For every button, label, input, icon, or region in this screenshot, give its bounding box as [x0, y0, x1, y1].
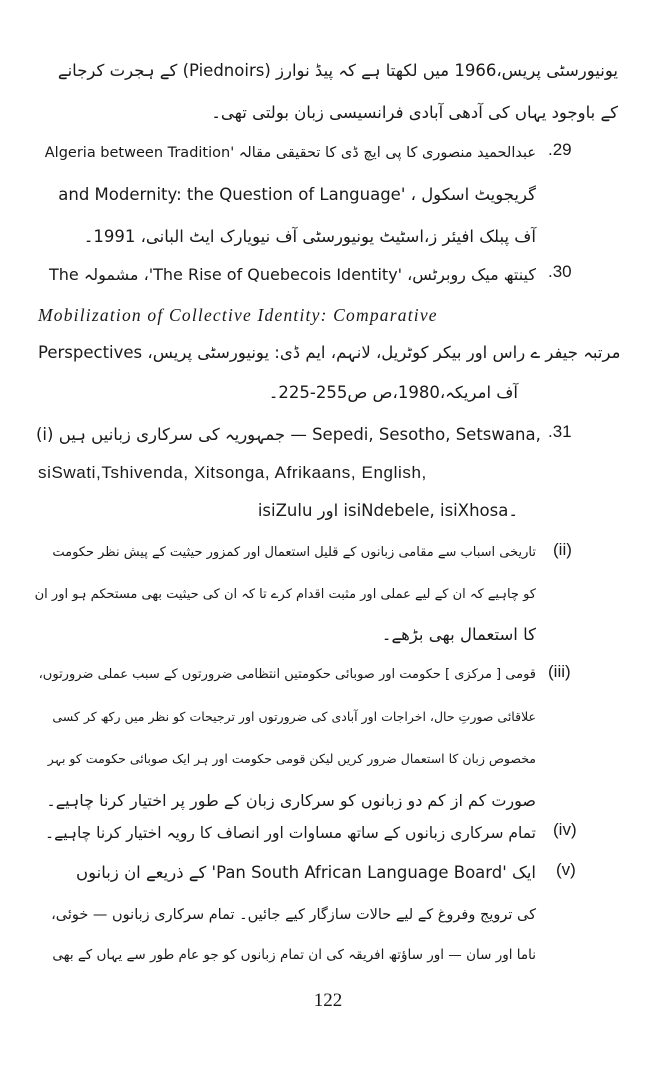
- text-line: کینتھ میک روبرٹس، 'The Rise of Quebecois Identity'، مشمولہ The: [49, 265, 536, 284]
- note-number: .31: [548, 422, 572, 441]
- text-line: آف امریکہ،1980،ص ص255-225۔: [268, 383, 518, 402]
- note-number: .29: [548, 140, 572, 159]
- text-line: ایک 'Pan South African Language Board' کے ذریعے ان زبانوں: [76, 863, 536, 882]
- text-line: Mobilization of Collective Identity: Comparative: [38, 305, 438, 325]
- text-line: Perspectives ،مرتبہ جیفر ے راس اور بیکر کوٹریل، لانہم، ایم ڈی: یونیورسٹی پریس: [38, 343, 621, 362]
- text-line: ناما اور سان — اور ساؤتھ افریقہ کی ان تمام زبانوں کو جو عام طور سے یہاں کے بھی: [52, 947, 536, 963]
- text-line: آف پبلک افیئر ز،اسٹیٹ یونیورسٹی آف نیویارک ایٹ البانی، 1991۔: [83, 227, 536, 246]
- text-line: کی ترویج وفروغ کے لیے حالات سازگار کیے جائیں۔ تمام سرکاری زبانوں — خوئی،: [51, 907, 536, 923]
- text-line: isiZulu اور isiNdebele, isiXhosa۔: [257, 501, 518, 520]
- text-line: علاقائی صورتِ حال، اخراجات اور آبادی کی ضرورتوں اور ترجیحات کو نظر میں رکھ کر کسی: [52, 709, 536, 724]
- text-line: and Modernity: the Question of Language' ، گریجویٹ اسکول: [58, 185, 536, 204]
- item-number: (iv): [553, 820, 577, 839]
- text-line: قومی [ مرکزی ] حکومت اور صوبائی حکومتیں انتظامی ضرورتوں کے سبب عملی ضرورتوں،: [38, 667, 536, 682]
- item-number: (ii): [553, 540, 572, 559]
- text-line: یونیورسٹی پریس،1966 میں لکھتا ہے کہ پیڈ نوارز (Piednoirs) کے ہجرت کرجانے: [57, 61, 618, 80]
- text-line: (i) جمہوریہ کی سرکاری زبانیں ہیں — Sepedi, Sesotho, Setswana,: [36, 425, 541, 444]
- text-line: تمام سرکاری زبانوں کے ساتھ مساوات اور انصاف کا رویہ اختیار کرنا چاہیے۔: [45, 824, 536, 842]
- text-line: تاریخی اسباب سے مقامی زبانوں کے قلیل استعمال اور کمزور حیثیت کے پیش نظر حکومت: [52, 545, 536, 560]
- text-line: کے باوجود یہاں کی آدھی آبادی فرانسیسی زبان بولتی تھی۔: [211, 103, 618, 122]
- page-number: 122: [313, 990, 343, 1011]
- text-line: صورت کم از کم دو زبانوں کو سرکاری زبان کے طور پر اختیار کرنا چاہیے۔: [46, 791, 536, 810]
- note-number: .30: [548, 262, 572, 281]
- text-line: کو چاہیے کہ ان کے لیے عملی اور مثبت اقدام کرے تا کہ ان کی حیثیت بھی مستحکم ہو اور ان: [34, 587, 536, 602]
- text-line: عبدالحمید منصوری کا پی ایچ ڈی کا تحقیقی مقالہ 'Algeria between Tradition: [44, 145, 536, 161]
- text-line: کا استعمال بھی بڑھے۔: [381, 625, 536, 644]
- item-number: (v): [556, 860, 576, 879]
- text-line: siSwati,Tshivenda, Xitsonga, Afrikaans, English,: [38, 463, 427, 482]
- item-number: (iii): [548, 662, 571, 681]
- text-line: مخصوص زبان کا استعمال ضرور کریں لیکن قومی حکومت اور ہر ایک صوبائی حکومت کو بہر: [47, 751, 536, 766]
